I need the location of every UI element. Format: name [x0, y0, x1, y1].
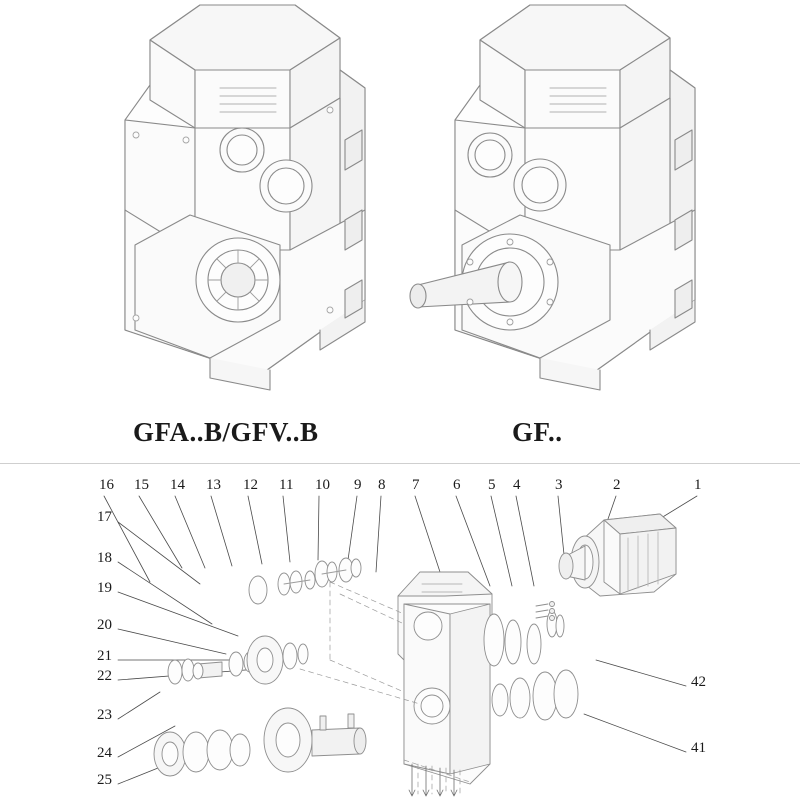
caption-left: GFA..B/GFV..B	[133, 417, 319, 447]
callout-19: 19	[97, 580, 112, 596]
callout-16: 16	[99, 477, 114, 493]
callout-10: 10	[315, 477, 330, 493]
gearbox-exploded-parts-diagram	[0, 464, 800, 800]
callout-12: 12	[243, 477, 258, 493]
gearbox-isometric-view-gf	[400, 0, 730, 400]
callout-9: 9	[354, 477, 362, 493]
callout-1: 1	[694, 477, 702, 493]
callout-41: 41	[691, 740, 706, 756]
callout-4: 4	[513, 477, 521, 493]
callout-5: 5	[488, 477, 496, 493]
callout-8: 8	[378, 477, 386, 493]
callout-13: 13	[206, 477, 221, 493]
callout-2: 2	[613, 477, 621, 493]
callout-21: 21	[97, 648, 112, 664]
callout-25: 25	[97, 772, 112, 788]
callout-14: 14	[170, 477, 185, 493]
gearbox-isometric-view-gfab-gfvb	[90, 0, 410, 400]
callout-11: 11	[279, 477, 294, 493]
callout-7: 7	[412, 477, 420, 493]
callout-15: 15	[134, 477, 149, 493]
callout-20: 20	[97, 617, 112, 633]
callout-24: 24	[97, 745, 112, 761]
callout-17: 17	[97, 509, 112, 525]
callout-3: 3	[555, 477, 563, 493]
caption-right: GF..	[512, 417, 563, 447]
callout-23: 23	[97, 707, 112, 723]
callout-18: 18	[97, 550, 112, 566]
callout-6: 6	[453, 477, 461, 493]
callout-22: 22	[97, 668, 112, 684]
callout-42: 42	[691, 674, 706, 690]
